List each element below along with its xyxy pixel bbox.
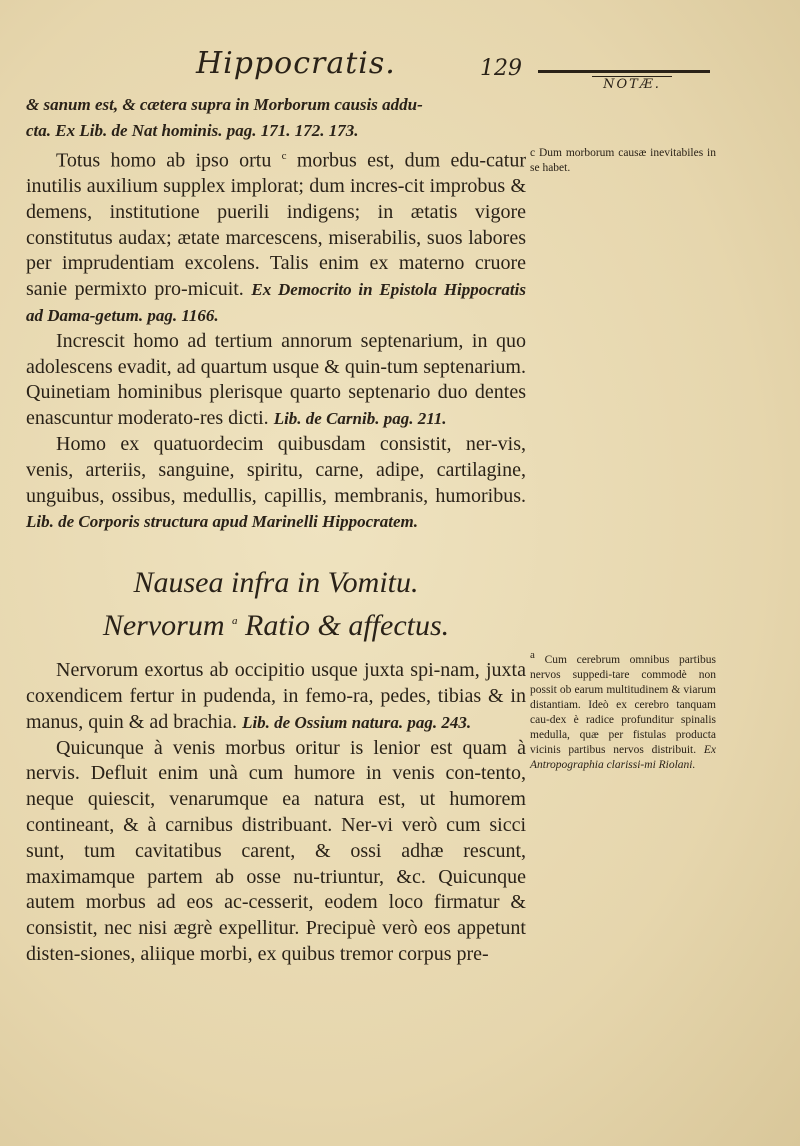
source-reference: Lib. de Ossium natura. pag. 243. bbox=[242, 712, 472, 732]
note-marker: c bbox=[530, 147, 536, 159]
paragraph-text: Totus homo ab ipso ortu bbox=[56, 149, 272, 172]
paragraph-2 bbox=[26, 144, 526, 329]
heading-text: Nervorum bbox=[102, 609, 225, 643]
section-heading-nervorum bbox=[26, 601, 526, 646]
paragraph-text: Homo ex quatuordecim quibusdam consistit, ner-vis, venis, arteriis, sanguine, spiritu, carne, adipe, cartilagine, unguibus, ossibus, medullis, capillis, membranis, humoribus. bbox=[26, 433, 526, 507]
paragraph-4 bbox=[26, 432, 526, 535]
note-marker: c bbox=[281, 149, 287, 162]
header-rule bbox=[538, 70, 710, 73]
running-head-title: Hippocratis. bbox=[196, 46, 396, 81]
margin-note-c bbox=[530, 146, 716, 176]
note-text: Cum cerebrum omnibus partibus nervos suppedi-tare commodè non possit ob earum multitudinem & viarum distantiam. Ideò ex cerebro tanquam cau-dex è radice profunditur spinalis medulla, quæ per fistulas producta vicinis partibus nervos distribuit. bbox=[530, 653, 717, 756]
note-marker: a bbox=[530, 649, 535, 661]
paragraph-6 bbox=[26, 736, 526, 968]
paragraph-3 bbox=[26, 329, 526, 432]
main-text-column bbox=[26, 92, 526, 968]
note-source-reference: Ex Antropographia clarissi-mi Riolani. bbox=[530, 743, 717, 771]
paragraph-text: Increscit homo ad tertium annorum septenarium, in quo adolescens evadit, ad quartum usque & quin-tum septenarium. Quinetiam hominibus plerisque quarto septenario duo dentes enascuntur moderato-res dicti. bbox=[26, 329, 526, 430]
page-number: 129 bbox=[480, 56, 522, 81]
source-reference: Lib. de Corporis structura apud Marinelli Hippocratem. bbox=[26, 512, 418, 532]
section-heading-nausea: Nausea infra in Vomitu. bbox=[133, 566, 419, 600]
text-continuation: & sanum est, & cætera supra in Morborum causis addu- bbox=[26, 95, 423, 114]
paragraph-text: Quicunque à venis morbus oritur is lenior est quam à nervis. Defluit enim unà cum humore in venis con-tento, neque quiescit, venarumque ea natura est, ut humorem contineant, & à carnibus distribuant. Ner-vi verò cum sicci sunt, tum cavitatibus carent, & ossi adhæ rescunt, maximamque partem ab osse nu-triuntur, &c. Quicunque autem morbus ad eos ac-cesserit, eodem loco firmatur & consistit, nec nisi ægrè expellitur. Precipuè verò eos appetunt disten-siones, aliique morbi, ex quibus tremor corpus pre- bbox=[26, 736, 526, 965]
paragraph-text: morbus est, dum edu-catur inutilis auxilium supplex implorat; dum incres-cit improbus & demens, institutione puerili indigens; in ætatis vigore constitutus audax; ætate marcescens, miserabilis, suos labores per imprudentiam excolens. Talis enim ex materno cruore sanie permixto pro-micuit. bbox=[26, 149, 526, 301]
paragraph-5 bbox=[26, 658, 526, 735]
paragraph-text: Nervorum exortus ab occipitio usque juxta spi-nam, juxta coxendicem fertur in pudenda, in femo-ra, pedes, tibias & in manus, quin & ad brachia. bbox=[26, 659, 526, 733]
source-reference: cta. Ex Lib. de Nat hominis. pag. 171. 172. 173. bbox=[26, 120, 359, 140]
margin-note-a bbox=[530, 648, 716, 773]
paragraph-1 bbox=[26, 92, 526, 144]
note-marker: a bbox=[232, 615, 238, 628]
source-reference: Ex Democrito in Epistola Hippocratis ad Dama-getum. pag. 1166. bbox=[26, 280, 526, 326]
source-reference: Lib. de Carnib. pag. 211. bbox=[273, 409, 447, 429]
note-text: Dum morborum causæ inevitabiles in se habet. bbox=[530, 147, 716, 174]
notes-column-label: NOTÆ. bbox=[592, 76, 672, 92]
heading-text: Ratio & affectus. bbox=[245, 609, 450, 643]
